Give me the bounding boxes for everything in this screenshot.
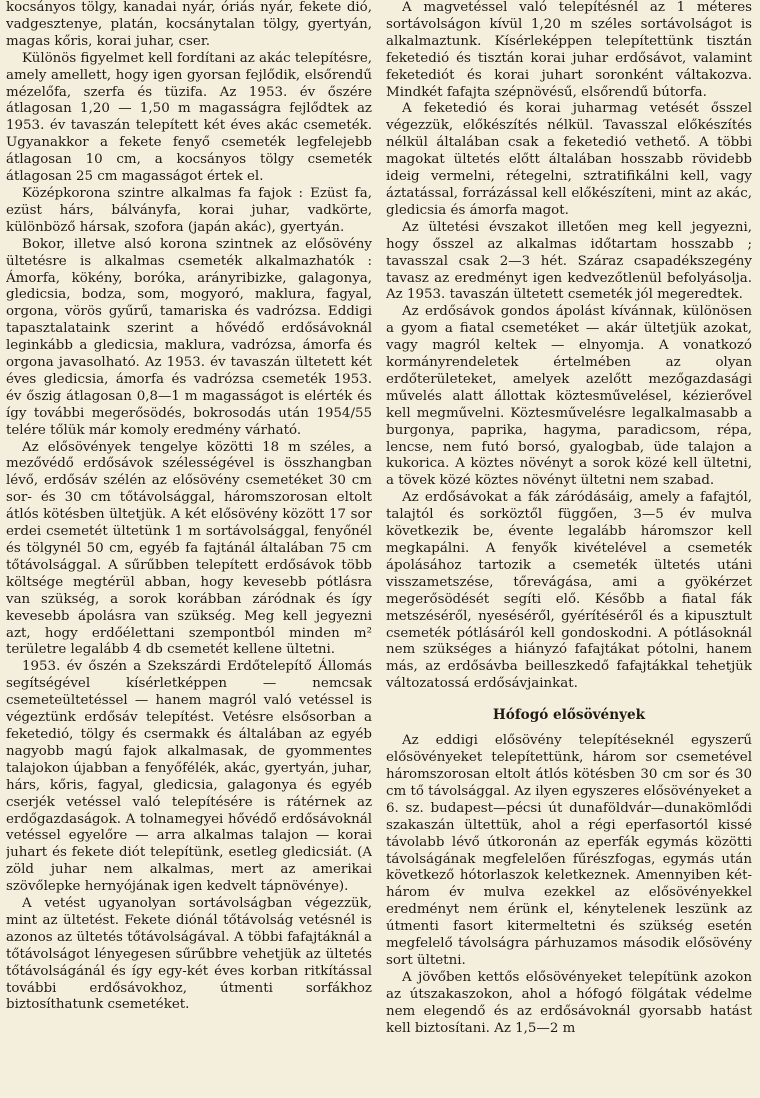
right-column	[386, 0, 752, 1098]
paragraph: Különös figyelmet kell fordítani az akác telepítésre, amely amellett, hogy igen gyorsan fejlődik, elsőrendű mézelőfa, szerfa és tüzifa. Az 1953. év őszére átlagosan 1,20 — 1,50 m magasságra fejlődtek az 1953. év tavaszán telepített két éves akác csemeték. Ugyanakkor a fekete fenyő csemeték legfelejebb átlagosan 10 cm, a kocsányos tölgy csemeték átlagosan 25 cm magasságot értek el.	[6, 50, 372, 185]
paragraph: Az erdősávokat a fák záródásáig, amely a fafajtól, talajtól és sorköztől függően, 3—5 év mulva következik be, évente legalább háromszor kell megkapálni. A fenyők kivételével a csemeték ápolásához tartozik a csemeték ültetés utáni visszametszése, tőrevágása, ami a gyökérzet megerősödését segíti elő. Később a fiatal fák metszéséről, nyeséséről, gyérítéséről és a kipusztult csemeték pótlásáról kell gondoskodni. A pótlásoknál nem szükséges a hiányzó fafajtákat pótolni, hanem más, az erdősávba beilleszkedő fafajtákkal tehetjük változatossá erdősávjainkat.	[386, 490, 752, 692]
paragraph: A vetést ugyanolyan sortávolságban végezzük, mint az ültetést. Fekete diónál tőtávolság vetésnél is azonos az ültetés tőtávolságával. A többi fafajtáknál a tőtávolságot lényegesen sűrűbbre vehetjük az ültetés tőtávolságánál és így egy-két éves korban ritkítással további erdősávokhoz, útmenti sorfákhoz biztosíthatunk csemetéket.	[6, 896, 372, 1013]
paragraph: Az erdősávok gondos ápolást kívánnak, különösen a gyom a fiatal csemetéket — akár ültetjük azokat, vagy magról keltek — elnyomja. A vonatkozó kormányrendeletek értelmében az olyan erdőterületeket, amelyek azelőtt mezőgazdasági művelés alatt állottak köztesművelésel, kézierővel kell megművelni. Köztesművelésre legalkalmasabb a burgonya, paprika, hagyma, paradicsom, répa, lencse, nem futó borsó, gyalogbab, üde talajon a kukorica. A köztes növényt a sorok közé kell ültetni, a tövek közé köztes növényt ültetni nem szabad.	[386, 304, 752, 489]
paragraph: A feketedió és korai juharmag vetését ősszel végezzük, előkészítés nélkül. Tavasszal előkészítés nélkül általában csak a feketedió vethető. A többi magokat ültetés előtt általában hosszabb rövidebb ideig vermelni, rétegelni, sztratifikálni kell, vagy áztatással, forrázással kell előkészíteni, mint az akác, gledicsia és ámorfa magot.	[386, 101, 752, 218]
paragraph: kocsányos tölgy, kanadai nyár, óriás nyár, fekete dió, vadgesztenye, platán, kocsánytalan tölgy, gyertyán, magas kőris, korai juhar, cser.	[6, 0, 372, 49]
paragraph: A jövőben kettős elősövényeket telepítünk azokon az útszakaszokon, ahol a hófogó fölgátak védelme nem elegendő és az erdősávoknál gyorsabb hatást kell biztosítani. Az 1,5—2 m	[386, 969, 752, 1036]
paragraph: Az ültetési évszakot illetően meg kell jegyezni, hogy ősszel az alkalmas időtartam hosszabb ; tavasszal csak 2—3 hét. Száraz csapadékszegény tavasz az eredményt igen kedvezőtlenül befolyásolja. Az 1953. tavaszán ültetett csemeték jól megeredtek.	[386, 219, 752, 303]
section-heading: Hófogó elősövények	[492, 707, 646, 724]
paragraph: Bokor, illetve alsó korona szintnek az elősövény ültetésre is alkalmas csemeték alkalmazhatók : Ámorfa, kökény, boróka, arányribizke, galagonya, gledicsia, bodza, som, mogyoró, maklura, fagyal, orgona, vörös gyűrű, tamariska és vadrózsa. Eddigi tapasztalataink szerint a hővédő erdősávoknál leginkább a gledicsia, maklura, vadrózsa, ámorfa és orgona javasolható. Az 1953. év tavaszán ültetett két éves gledicsia, ámorfa és vadrózsa csemeték 1953. év őszig átlagosan 0,8—1 m magasságot is elérték és így további megerősödés, bokrosodás után 1954/55 telére tőlük már komoly eredmény várható.	[6, 236, 372, 438]
paragraph: Az eddigi elősövény telepítéseknél egyszerű elősövényeket telepítettünk, három sor csemetével háromszorosan eltolt átlós kötésben 30 cm sor és 30 cm tő távolsággal. Az ilyen egyszeres elősövényeket a 6. sz. budapest—pécsi út dunaföldvár—dunakömlődi szakaszán ültettük, ahol a régi eperfasortól kissé távolabb lévő útkoronán az eperfák egymás közötti távolságának megfelelően fűrészfogas, egymás után következő hótorlaszok keletkeznek. Amennyiben két-három év mulva ezekkel az elősövényekkel eredményt nem érünk el, kénytelenek leszünk az útmenti fasort kitermeltetni és szükség esetén megfelelő távolságra párhuzamos második elősövény sort ültetni.	[386, 733, 752, 968]
paragraph: Középkorona szintre alkalmas fa fajok : Ezüst fa, ezüst hárs, bálványfa, korai juhar, vadkörte, különböző hársak, szofora (japán akác), gyertyán.	[6, 185, 372, 235]
paragraph: 1953. év őszén a Szekszárdi Erdőtelepítő Állomás segítségével kísérletképpen — nemcsak csemeteültetéssel — hanem magról való vetéssel is végeztünk erdősáv telepítést. Vetésre elsősorban a feketedió, tölgy és csermakk és általában az egyéb nagyobb magú fajok alkalmasak, de gyommentes talajokon újabban a fenyőfélék, akác, gyertyán, juhar, hárs, kőris, fagyal, gledicsia, galagonya és egyéb cserjék vetéssel való telepítésére is rátérnek az erdőgazdaságok. A tolnamegyei hővédő erdősávoknál vetéssel egyelőre — arra alkalmas talajon — korai juhart és fekete diót telepítünk, esetleg gledicsiát. (A zöld juhar nem alkalmas, mert az amerikai szövőlepke hernyójának igen kedvelt tápnövénye).	[6, 659, 372, 895]
paragraph: Az elősövények tengelye közötti 18 m széles, a mezővédő erdősávok szélességével is összhangban lévő, erdősáv szélén az elősövény csemetéket 30 cm sor- és 30 cm tőtávolsággal, háromszorosan eltolt átlós kötésben ültetjük. A két elősövény között 17 sor erdei csemetét ültetünk 1 m sortávolsággal, fenyőnél és tölgynél 50 cm, egyéb fa fajtánál általában 75 cm tőtávolsággal. A sűrűbben telepített erdősávok több költsége megtérül abban, hogy kevesebb pótlásra van szükség, a sorok korábban záródnak és így kevesebb ápolásra van szükség. Meg kell jegyezni azt, hogy erdőélettani szempontból minden m² területre legalább 4 db csemetét kellene ültetni.	[6, 439, 372, 658]
left-column	[6, 0, 372, 1098]
paragraph: A magvetéssel való telepítésnél az 1 méteres sortávolságon kívül 1,20 m széles sortávolságot is alkalmaztunk. Kísérleképpen telepítettünk tisztán feketedió és tisztán korai juhar erdősávot, valamint feketediót és korai juhart soronként váltakozva. Mindkét fafajta szépnövésű, elsőrendű bútorfa.	[386, 0, 752, 100]
